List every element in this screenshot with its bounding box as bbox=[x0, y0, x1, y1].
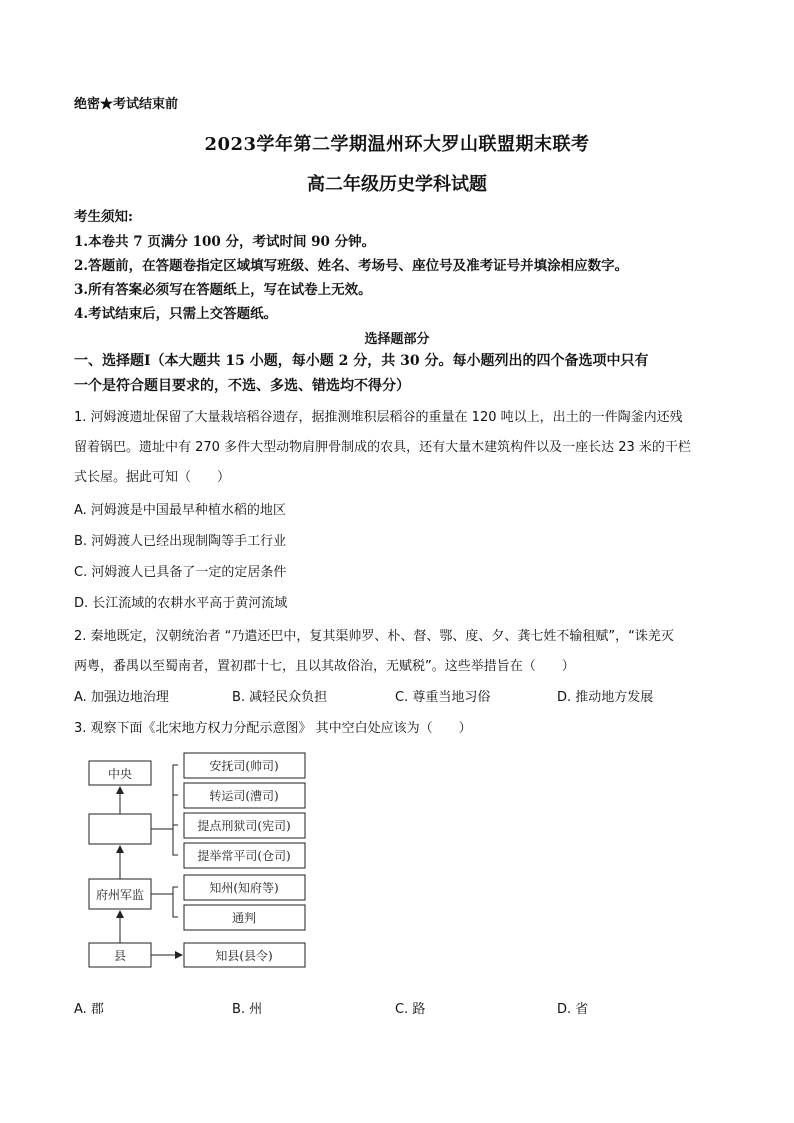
section-title: 选择题部分 bbox=[364, 332, 430, 347]
question-3-option-a: A. 郡 bbox=[74, 1002, 104, 1017]
note-item: 1.本卷共 7 页满分 100 分，考试时间 90 分钟。 bbox=[74, 234, 376, 250]
diagram-central-label: 中央 bbox=[107, 767, 133, 781]
question-2-line: 2. 秦地既定，汉朝统治者 “乃遣还巴中，复其渠帅罗、朴、督、鄂、度、夕、龚七姓不输租赋”，“诛羌灭 bbox=[74, 629, 674, 644]
question-2-option-c: C. 尊重当地习俗 bbox=[395, 690, 491, 705]
secrecy-mark: 绝密★考试结束前 bbox=[74, 97, 179, 112]
exam-title: 2023学年第二学期温州环大罗山联盟期末联考 bbox=[204, 134, 590, 155]
note-item: 4.考试结束后，只需上交答题纸。 bbox=[74, 306, 278, 322]
question-1-line: 留着锅巴。遗址中有 270 多件大型动物肩胛骨制成的农具，还有大量木建筑构件以及一座长达 23 米的干栏 bbox=[74, 440, 691, 455]
question-3-option-d: D. 省 bbox=[557, 1002, 589, 1017]
question-2-option-d: D. 推动地方发展 bbox=[557, 690, 654, 705]
question-1-option-c: C. 河姆渡人已具备了一定的定居条件 bbox=[74, 565, 287, 580]
question-2-line: 两粤，番禺以至蜀南者，置初郡十七，且以其故俗治，无赋税”。这些举措旨在（ ） bbox=[74, 659, 575, 674]
exam-subtitle: 高二年级历史学科试题 bbox=[307, 174, 487, 195]
question-1-option-d: D. 长江流域的农耕水平高于黄河流域 bbox=[74, 596, 288, 611]
question-3-option-b: B. 州 bbox=[232, 1002, 263, 1017]
diagram-office-label: 提举常平司(仓司) bbox=[197, 849, 291, 863]
question-3-option-c: C. 路 bbox=[395, 1002, 426, 1017]
diagram-county-label: 县 bbox=[113, 949, 127, 963]
diagram-office-label: 通判 bbox=[231, 911, 257, 925]
question-1-line: 式长屋。据此可知（ ） bbox=[74, 470, 231, 485]
question-2-option-b: B. 减轻民众负担 bbox=[232, 690, 328, 705]
diagram-office-label: 安抚司(帅司) bbox=[209, 759, 279, 773]
song-local-power-diagram bbox=[74, 748, 314, 976]
note-item: 2.答题前，在答题卷指定区域填写班级、姓名、考场号、座位号及准考证号并填涂相应数字。 bbox=[74, 258, 629, 274]
question-2-option-a: A. 加强边地治理 bbox=[74, 690, 169, 705]
question-1-line: 1. 河姆渡遗址保留了大量栽培稻谷遗存，据推测堆积层稻谷的重量在 120 吨以上，出土的一件陶釜内还残 bbox=[74, 410, 683, 425]
diagram-office-label: 提点刑狱司(宪司) bbox=[197, 819, 291, 833]
part-instructions-line2: 一个是符合题目要求的，不选、多选、错选均不得分） bbox=[74, 378, 410, 394]
blank-answer-box bbox=[89, 814, 151, 844]
note-item: 3.所有答案必须写在答题纸上，写在试卷上无效。 bbox=[74, 282, 372, 298]
notes-heading: 考生须知: bbox=[74, 209, 133, 225]
question-1-option-a: A. 河姆渡是中国最早种植水稻的地区 bbox=[74, 503, 286, 518]
diagram-office-label: 转运司(漕司) bbox=[209, 789, 279, 803]
diagram-prefecture-label: 府州军监 bbox=[95, 888, 145, 902]
diagram-office-label: 知州(知府等) bbox=[209, 881, 279, 895]
diagram-office-label: 知县(县令) bbox=[215, 949, 273, 963]
part-instructions-line1: 一、选择题Ⅰ（本大题共 15 小题，每小题 2 分，共 30 分。每小题列出的四个备选项中只有 bbox=[74, 353, 649, 369]
question-1-option-b: B. 河姆渡人已经出现制陶等手工行业 bbox=[74, 534, 287, 549]
question-3-line: 3. 观察下面《北宋地方权力分配示意图》 其中空白处应该为（ ） bbox=[74, 721, 472, 736]
